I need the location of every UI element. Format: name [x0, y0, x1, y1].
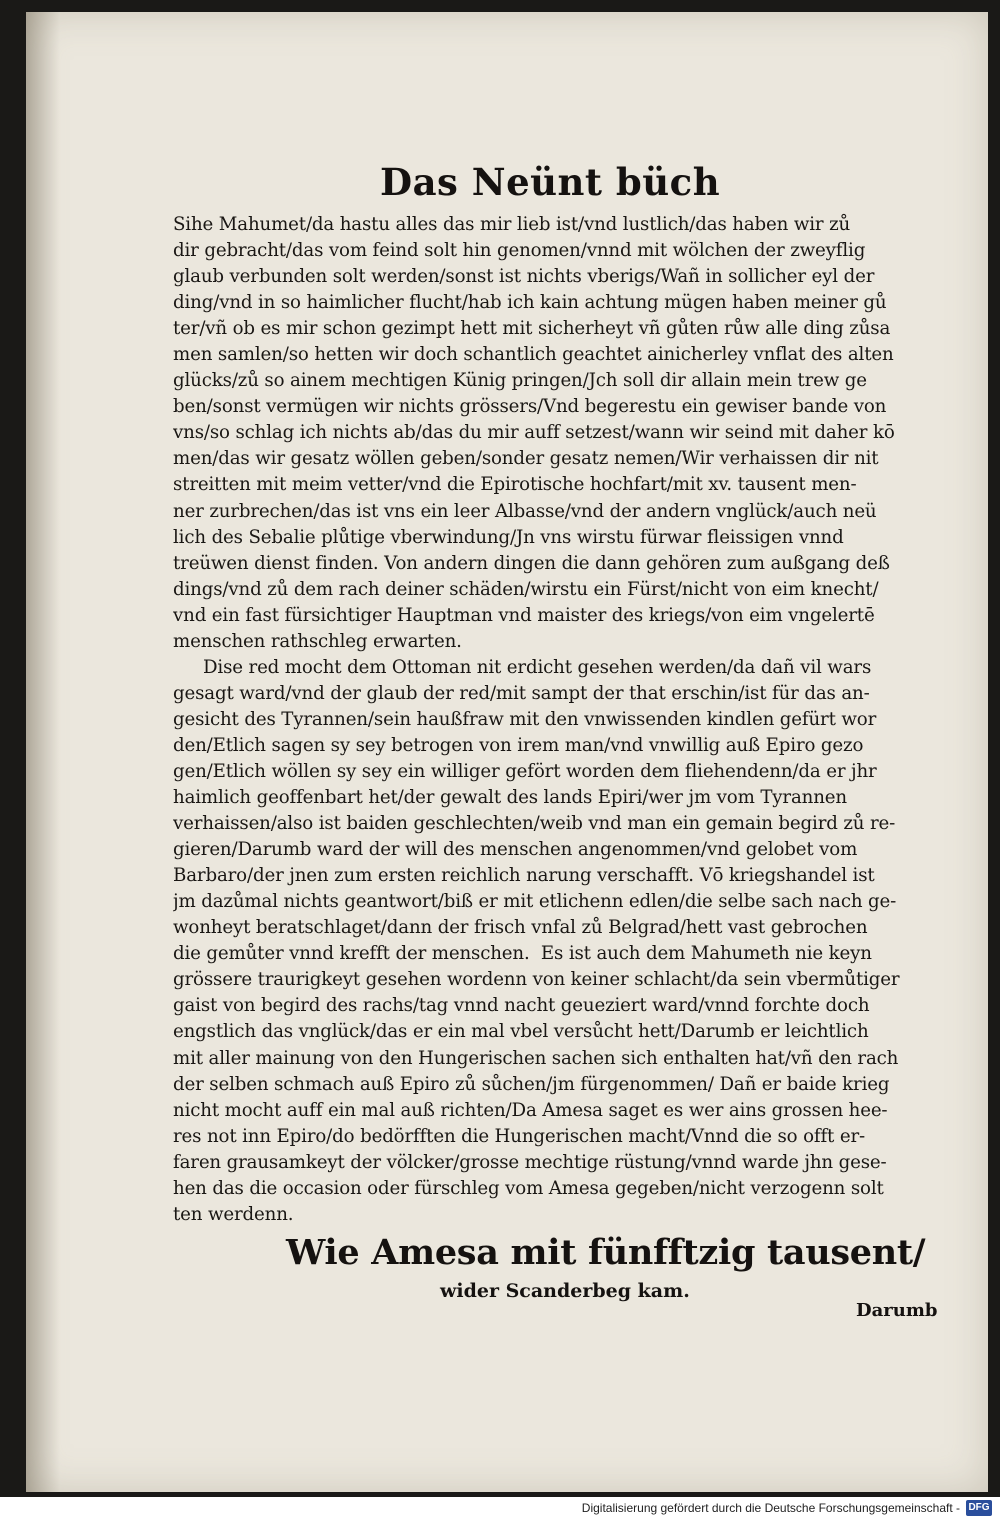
catchword: Darumb [856, 1300, 938, 1321]
text-line: treüwen dienst finden. Von andern dingen die dann gehören zum außgang deß [173, 552, 890, 574]
text-line: gen/Etlich wöllen sy sey ein williger gefört worden dem fliehendenn/da er jhr [173, 760, 877, 782]
body-text [173, 212, 945, 1228]
text-line: glücks/zů so ainem mechtigen Künig pringen/Jch soll dir allain mein trew ge [173, 370, 867, 392]
text-line: Dise red mocht dem Ottoman nit erdicht gesehen werden/da dañ vil wars [203, 656, 872, 678]
digitization-credit: Digitalisierung gefördert durch die Deutsche Forschungsgemeinschaft - [581, 1501, 960, 1515]
text-line: glaub verbunden solt werden/sonst ist nichts vberigs/Wañ in sollicher eyl der [173, 266, 875, 288]
text-line: menschen rathschleg erwarten. [173, 630, 462, 652]
text-line: ben/sonst vermügen wir nichts grössers/Vnd begerestu ein gewiser bande von [173, 396, 887, 418]
text-line: ter/vñ ob es mir schon gezimpt hett mit sicherheyt vñ gůten růw alle ding zůsa [173, 318, 891, 340]
text-line: men samlen/so hetten wir doch schantlich geachtet ainicherley vnflat des alten [173, 344, 894, 366]
text-line: den/Etlich sagen sy sey betrogen von irem man/vnd vnwillig auß Epiro gezo [173, 734, 864, 756]
text-line: die gemůter vnnd krefft der menschen. Es ist auch dem Mahumeth nie keyn [173, 943, 872, 965]
text-line: mit aller mainung von den Hungerischen sachen sich enthalten hat/vñ den rach [173, 1047, 899, 1069]
text-line: ner zurbrechen/das ist vns ein leer Albasse/vnd der andern vnglück/auch neü [173, 500, 877, 522]
text-line: streitten mit meim vetter/vnd die Epirotische hochfart/mit xv. tausent men- [173, 474, 857, 496]
text-line: dir gebracht/das vom feind solt hin genomen/vnnd mit wölchen der zweyflig [173, 240, 866, 262]
text-line: Barbaro/der jnen zum ersten reichlich narung verschafft. Vō kriegshandel ist [173, 865, 875, 887]
chapter-subheading: Wie Amesa mit fünfftzig tausent/ [286, 1232, 926, 1273]
page-gutter-shadow [26, 12, 60, 1492]
text-line: haimlich geoffenbart het/der gewalt des lands Epiri/wer jm vom Tyrannen [173, 787, 847, 809]
text-line: grössere traurigkeyt gesehen wordenn von keiner schlacht/da sein vbermůtiger [173, 969, 900, 991]
text-line: vns/so schlag ich nichts ab/das du mir auff setzest/wann wir seind mit daher kō [173, 422, 895, 444]
text-line: wonheyt beratschlaget/dann der frisch vnfal zů Belgrad/hett vast gebrochen [173, 917, 868, 939]
text-line: ding/vnd in so haimlicher flucht/hab ich kain achtung mügen haben meiner gů [173, 292, 887, 314]
page-heading: Das Neünt büch [380, 160, 721, 204]
text-line: nicht mocht auff ein mal auß richten/Da Amesa saget es wer ains grossen hee- [173, 1099, 888, 1121]
text-line: ten werdenn. [173, 1203, 294, 1225]
footer-bar [0, 1497, 1000, 1521]
text-line: res not inn Epiro/do bedörfften die Hungerischen macht/Vnnd die so offt er- [173, 1125, 865, 1147]
text-line: dings/vnd zů dem rach deiner schäden/wirstu ein Fürst/nicht von eim knecht/ [173, 578, 879, 600]
text-line: lich des Sebalie plůtige vberwindung/Jn vns wirstu fürwar fleissigen vnnd [173, 526, 844, 548]
dfg-logo: DFG [966, 1500, 992, 1516]
text-line: verhaissen/also ist baiden geschlechten/weib vnd man ein gemain begird zů re- [173, 813, 896, 835]
text-line: gaist von begird des rachs/tag vnnd nacht geueziert ward/vnnd forchte doch [173, 995, 870, 1017]
text-line: vnd ein fast fürsichtiger Hauptman vnd maister des kriegs/von eim vngelertē [173, 604, 875, 626]
text-line: jm dazůmal nichts geantwort/biß er mit etlichenn edlen/die selbe sach nach ge- [173, 891, 897, 913]
text-line: engstlich das vnglück/das er ein mal vbel versůcht hett/Darumb er leichtlich [173, 1021, 869, 1043]
chapter-subheading-line2: wider Scanderbeg kam. [440, 1280, 690, 1302]
text-line: hen das die occasion oder fürschleg vom Amesa gegeben/nicht verzogenn solt [173, 1177, 884, 1199]
text-line: gesagt ward/vnd der glaub der red/mit sampt der that erschin/ist für das an- [173, 682, 870, 704]
text-line: men/das wir gesatz wöllen geben/sonder gesatz nemen/Wir verhaissen dir nit [173, 448, 879, 470]
text-line: Sihe Mahumet/da hastu alles das mir lieb ist/vnd lustlich/das haben wir zů [173, 214, 851, 235]
text-line: der selben schmach auß Epiro zů sůchen/jm fürgenommen/ Dañ er baide krieg [173, 1073, 890, 1095]
text-line: gesicht des Tyrannen/sein haußfraw mit den vnwissenden kindlen gefürt wor [173, 708, 877, 730]
text-line: gieren/Darumb ward der will des menschen angenommen/vnd gelobet vom [173, 839, 858, 861]
text-line: faren grausamkeyt der völcker/grosse mechtige rüstung/vnnd warde jhn gese- [173, 1151, 887, 1173]
